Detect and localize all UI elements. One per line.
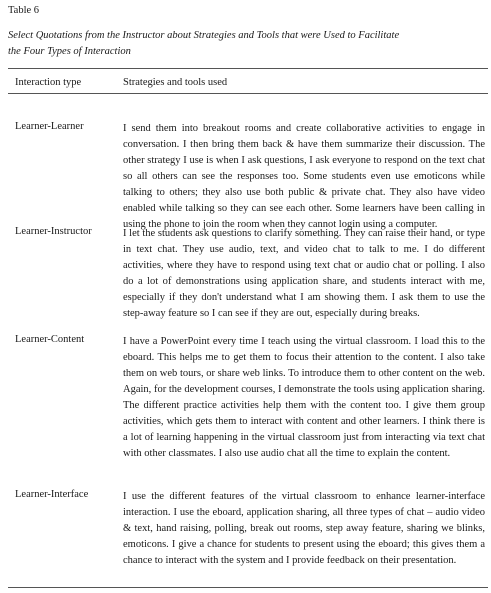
header-rule	[8, 93, 488, 94]
table-caption: Select Quotations from the Instructor about Strategies and Tools that were Used to Facilitate the Four Types of Interaction	[8, 30, 400, 57]
row-text-learner-instructor: I let the students ask questions to clarify something. They can raise their hand, or type in text chat. They use audio, text, and video chat to talk to me. I do different activities, where they have to respond using text chat or audio chat or polling. I also do a lot of demonstrations using application share, and students interact with me, especially if they don't understand what I am showing them. I ask them to use the step-away feature so I can see if they are out, especially during breaks.	[123, 228, 485, 319]
row-text-learner-interface: I use the different features of the virtual classroom to enhance learner-interface interaction. I use the eboard, application sharing, all three types of chat – audio video & text, hand raising, polling, break out rooms, step away feature, sharing we blinks, emoticons. I give a chance for students to present using the eboard; this gives them a chance to interact with the system and I provide feedback on their presentation.	[123, 491, 485, 566]
row-type-learner-content: Learner-Content	[15, 334, 85, 345]
bottom-rule	[8, 587, 488, 588]
table-number: Table 6	[8, 5, 40, 16]
row-text-learner-learner: I send them into breakout rooms and create collaborative activities to engage in conversation. I then bring them back & have them summarize their discussion. The other strategy I use is when I ask questions, I ask everyone to respond on the text chat so all others can see the responses too. Some students even use emoticons while talking to others; they also use both public & private chat. They also have video enabled while talking so they can see each other. Some learners have been calling in using the phone to join the room when they cannot login using a computer.	[123, 123, 485, 230]
row-type-learner-interface: Learner-Interface	[15, 489, 89, 500]
column-header-interaction-type: Interaction type	[15, 77, 82, 88]
row-type-learner-learner: Learner-Learner	[15, 121, 84, 132]
top-rule	[8, 68, 488, 69]
row-text-learner-content: I have a PowerPoint every time I teach using the virtual classroom. I load this to the eboard. This helps me to get them to focus their attention to the content. I also take them on web tours, or share web links. To introduce them to other content on the web. Again, for the development courses, I demonstrate the tools using application sharing. The different practice activities help them with the content too. I give them group activities, which gets them to interact with content and other learners. I think there is a lot of learning happening in the virtual classroom just from interacting via text chat with other classmates. I also use audio chat all the time to explain the content.	[123, 336, 485, 459]
row-type-learner-instructor: Learner-Instructor	[15, 226, 92, 237]
column-header-strategies: Strategies and tools used	[123, 77, 228, 88]
